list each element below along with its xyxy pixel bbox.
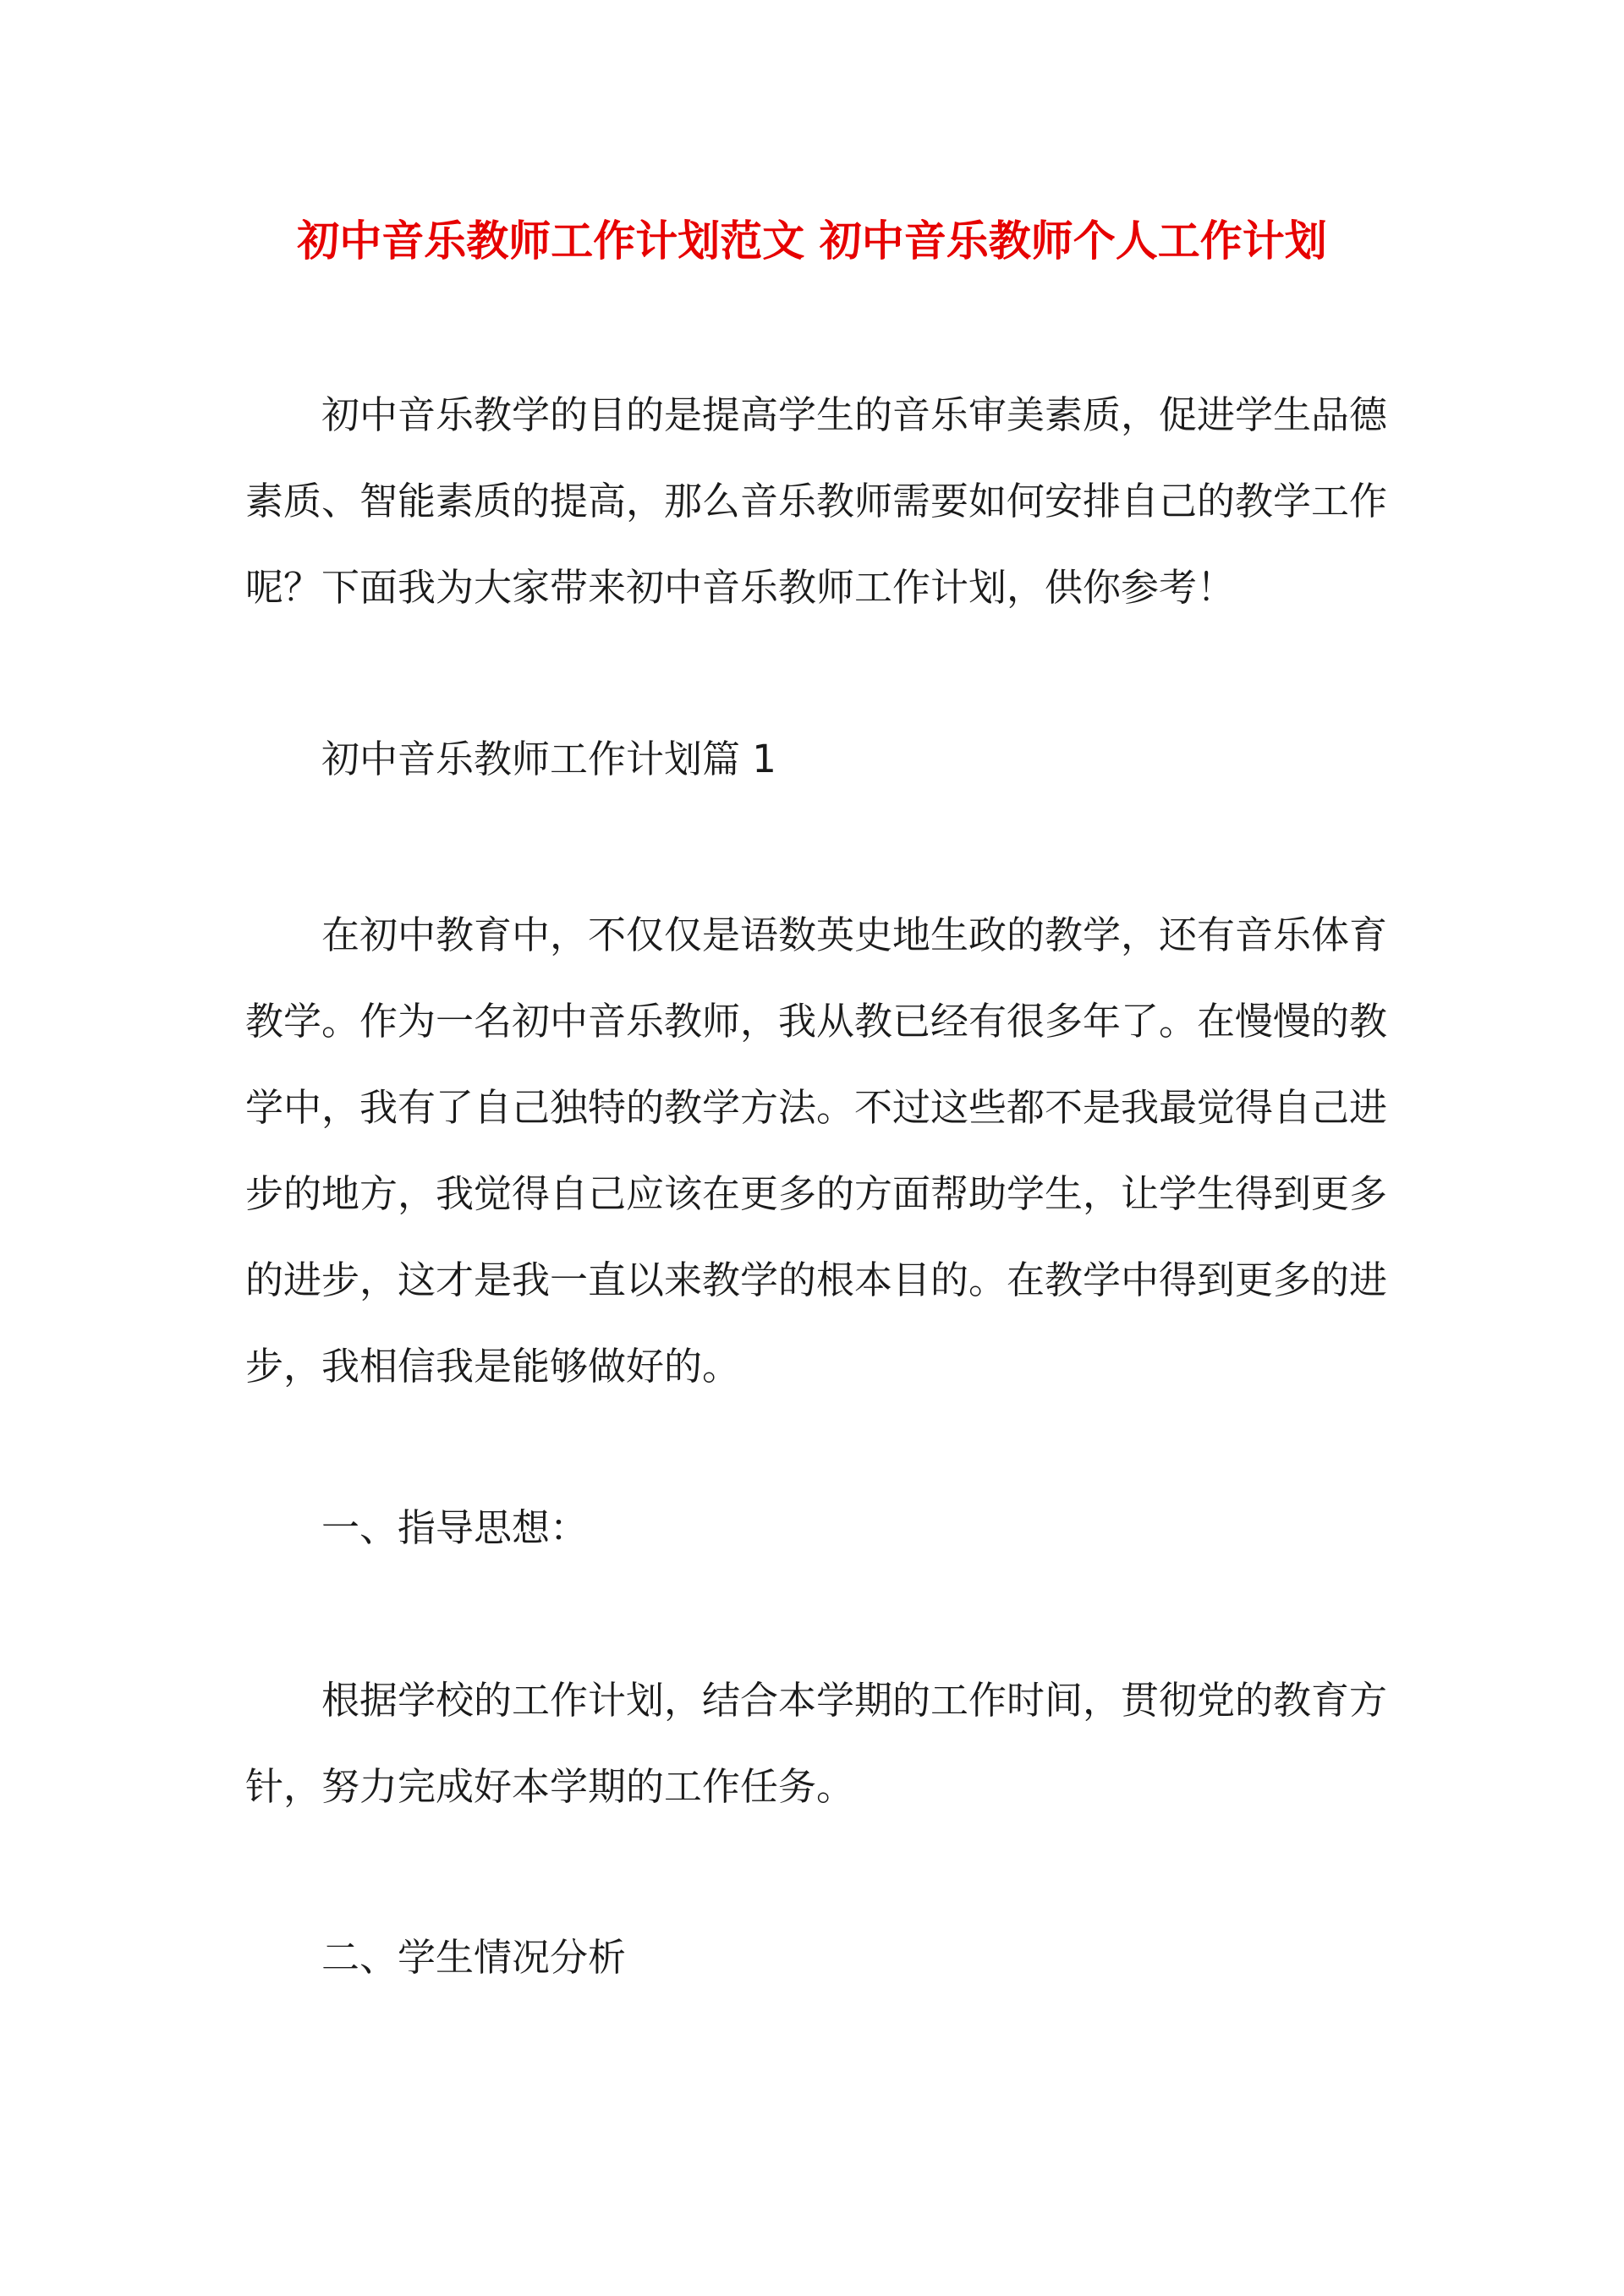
- document-title: 初中音乐教师工作计划范文 初中音乐教师个人工作计划: [297, 216, 1327, 266]
- body-paragraph: 在初中教育中，不仅仅是语数英史地生政的教学，还有音乐体育教学。作为一名初中音乐教师，我从教已经有很多年了。在慢慢的教学中，我有了自己独特的教学方法。不过这些都不是我最觉得自己进步的地方，我觉得自己应该在更多的方面帮助学生，让学生得到更多的进步，这才是我一直以来教学的根本目的。在教学中得到更多的进步，我相信我是能够做好的。: [245, 912, 1388, 1389]
- intro-paragraph: 初中音乐教学的目的是提高学生的音乐审美素质，促进学生品德素质、智能素质的提高，那么音乐教师需要如何安排自己的教学工作呢？下面我为大家带来初中音乐教师工作计划，供你参考！: [245, 392, 1388, 610]
- section-title: 初中音乐教师工作计划篇 1: [321, 737, 776, 781]
- heading-student-analysis: 二、学生情况分析: [321, 1935, 627, 1980]
- heading-guiding-ideology: 一、指导思想：: [321, 1505, 589, 1550]
- guiding-paragraph: 根据学校的工作计划，结合本学期的工作时间，贯彻党的教育方针，努力完成好本学期的工作任务。: [245, 1678, 1388, 1809]
